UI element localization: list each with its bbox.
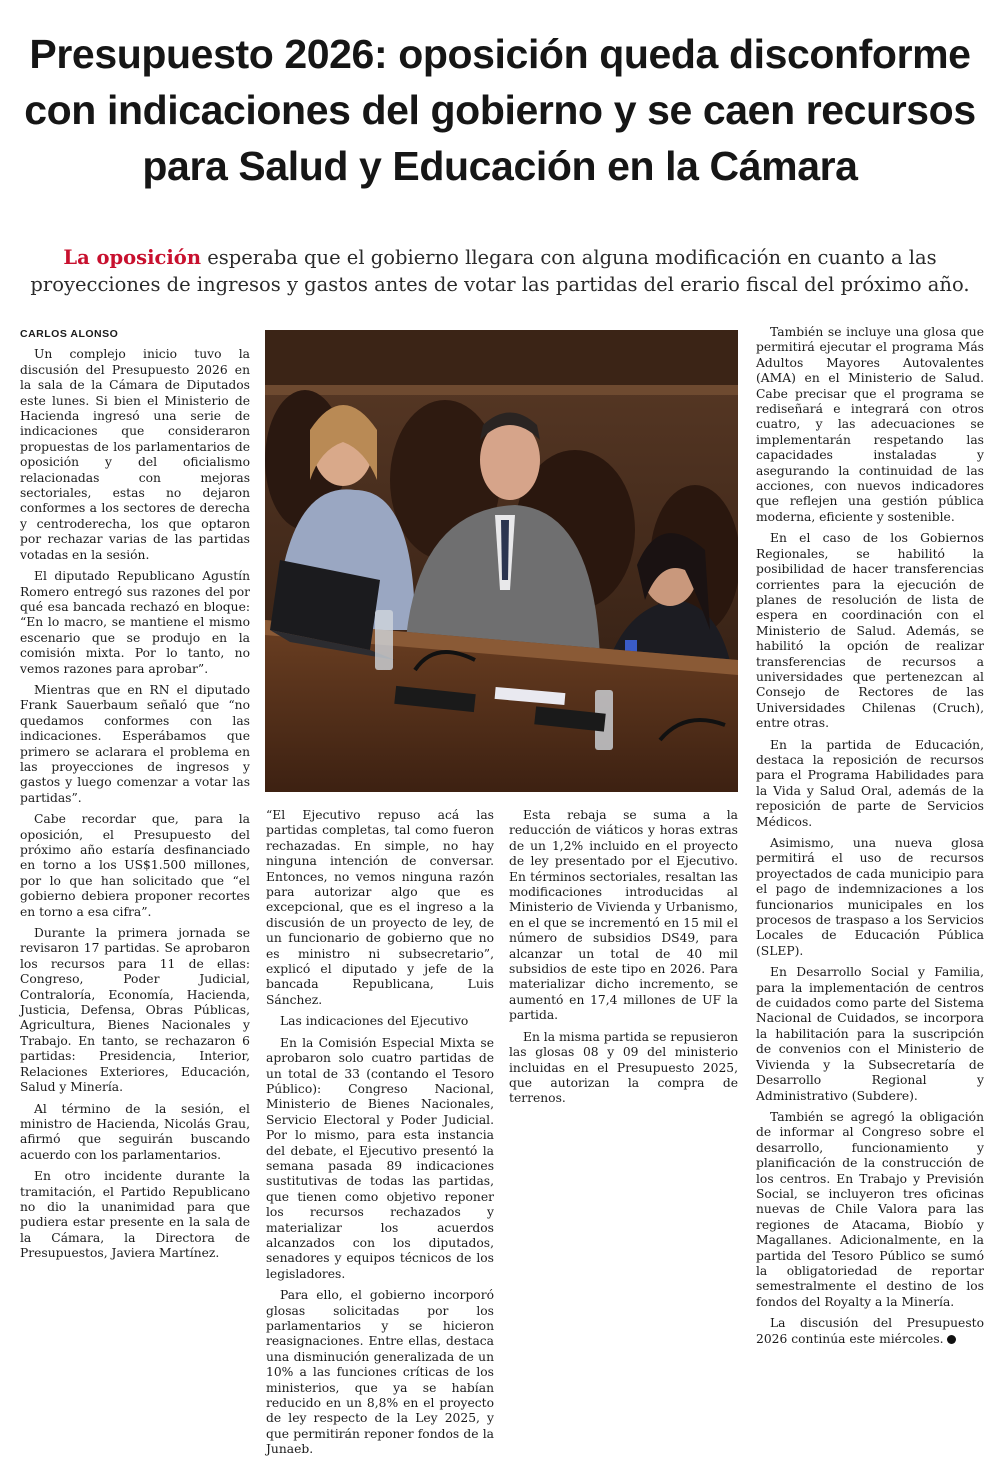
paragraph: Cabe recordar que, para la oposición, el Presupuesto del próximo año estaría desfinanciado en torno a los US$1.500 millones, por lo que han solicitado que “el gobierno debiera proponer recortes en torno a esa cifra”. [20,812,250,919]
closing-text: La discusión del Presupuesto 2026 continúa este miércoles. [756,1316,984,1346]
article-column-2 [266,808,494,1464]
lead-paragraph [20,244,980,298]
paragraph: Durante la primera jornada se revisaron 17 partidas. Se aprobaron los recursos para 11 de ellas: Congreso, Poder Judicial, Contraloría, Economía, Hacienda, Justicia, Defensa, Obras Públicas, Agricultura, Bienes Nacionales y Trabajo. En tanto, se rechazaron 6 partidas: Presidencia, Interior, Relaciones Exteriores, Educación, Salud y Minería. [20,926,250,1095]
paragraph: En la partida de Educación, destaca la reposición de recursos para el Programa Habilidades para la Vida y Salud Oral, además de la reposición de parte de Servicios Médicos. [756,737,984,829]
lead-highlight: La oposición [63,246,201,269]
paragraph: También se incluye una glosa que permitirá ejecutar el programa Más Adultos Mayores Autovalentes (AMA) en el Ministerio de Salud. Cabe precisar que el programa se rediseñará e integrará con otros cuatro, y las adecuaciones se implementarán respetando las capacidades instaladas y asegurando la continuidad de las acciones, con nuevos indicadores que reflejen una gestión pública moderna, eficiente y sostenible. [756,325,984,524]
end-mark-icon [947,1335,956,1344]
article-column-4 [756,325,984,1353]
paragraph: En la misma partida se repusieron las glosas 08 y 09 del ministerio incluidas en el Presupuesto 2025, que autorizan la compra de terrenos. [509,1029,739,1106]
paragraph: En la Comisión Especial Mixta se aprobaron solo cuatro partidas de un total de 33 (contando el Tesoro Público): Congreso Nacional, Ministerio de Bienes Nacionales, Servicio Electoral y Poder Judicial. Por lo mismo, para esta instancia del debate, el Ejecutivo presentó la semana pasada 89 indicaciones sustitutivas de todas las partidas, que tienen como objetivo reponer los recursos rechazados y materializar los acuerdos alcanzados con los diputados, senadores y equipos técnicos de los legisladores. [266,1035,494,1281]
paragraph: El diputado Republicano Agustín Romero entregó sus razones del por qué esa bancada rechazó en bloque: “En lo macro, se mantiene el mismo escenario que se produjo en la comisión mixta. Por lo tanto, no vemos razones para aprobar”. [20,569,250,676]
paragraph: También se agregó la obligación de informar al Congreso sobre el desarrollo, funcionamiento y planificación de la construcción de los centros. En Trabajo y Previsión Social, se incluyeron tres oficinas nuevas de Chile Valora para las regiones de Atacama, Biobío y Magallanes. Adicionalmente, en la partida del Tesoro Público se sumó la obligatoriedad de reportar semestralmente el destino de los fondos del Royalty a la Minería. [756,1109,984,1309]
photo-of-officials-in-chamber-icon [265,330,738,792]
article-column-3 [509,808,738,1113]
article-photo [265,330,738,792]
subheading: Las indicaciones del Ejecutivo [280,1014,469,1029]
paragraph: Para ello, el gobierno incorporó glosas solicitadas por los parlamentarios y se hicieron reasignaciones. Entre ellas, destaca una disminución generalizada de un 10% a las funciones críticas de los ministerios, que ya se habían reducido en un 8,8% en el proyecto de ley respecto de la Ley 2025, y que permitirán reponer fondos de la Junaeb. [266,1288,494,1457]
paragraph: En otro incidente durante la tramitación, el Partido Republicano no dio la unanimidad para que pudiera estar presente en la sala de la Cámara, la Directora de Presupuestos, Javiera Martínez. [20,1169,250,1261]
paragraph: Al término de la sesión, el ministro de Hacienda, Nicolás Grau, afirmó que seguirán buscando acuerdo con los parlamentarios. [20,1101,250,1162]
paragraph: “El Ejecutivo repuso acá las partidas completas, tal como fueron rechazadas. En simple, no hay ninguna intención de conversar. Entonces, no vemos ninguna razón para autorizar algo que es excepcional, que es el ingreso a la discusión de un proyecto de ley, de un funcionario de gobierno que no es ministro ni subsecretario”, explicó el diputado y jefe de la bancada Republicana, Luis Sánchez. [266,808,494,1007]
paragraph: En Desarrollo Social y Familia, para la implementación de centros de cuidados como parte del Sistema Nacional de Cuidados, se incorpora la habilitación para la suscripción de convenios con el Ministerio de Vivienda y la Subsecretaría de Desarrollo Regional y Administrativo (Subdere). [756,965,984,1103]
closing-paragraph [756,1316,984,1347]
paragraph: Asimismo, una nueva glosa permitirá el uso de recursos proyectados de cada municipio para el pago de indemnizaciones a los funcionarios municipales en los procesos de traspaso a los Servicios Locales de Educación Pública (SLEP). [756,836,984,958]
headline: Presupuesto 2026: oposición queda disconforme con indicaciones del gobierno y se caen recursos para Salud y Educación en la Cámara [24,31,976,189]
paragraph: Mientras que en RN el diputado Frank Sauerbaum señaló que “no quedamos conformes con las indicaciones. Esperábamos que primero se aclarara el problema en las proyecciones de ingresos y gastos y luego comenzar a votar las partidas”. [20,682,250,805]
byline: CARLOS ALONSO [20,328,119,340]
paragraph: Un complejo inicio tuvo la discusión del Presupuesto 2026 en la sala de la Cámara de Diputados este lunes. Si bien el Ministerio de Hacienda ingresó una serie de indicaciones que consideraron propuestas de los parlamentarios de oposición y del oficialismo relacionadas con mejoras sectoriales, estas no dejaron conformes a los sectores de derecha y centroderecha, los que optaron por rechazar varias de las partidas votadas en la sesión. [20,347,250,562]
paragraph: Esta rebaja se suma a la reducción de viáticos y horas extras de un 1,2% incluido en el proyecto de ley presentado por el Ejecutivo. En términos sectoriales, resaltan las modificaciones introducidas al Ministerio de Vivienda y Urbanismo, en el que se incrementó en 15 mil el número de subsidios DS49, para alcanzar un total de 40 mil subsidios de este tipo en 2026. Para materializar dicho incremento, se aumentó en 17,4 millones de UF la partida. [509,808,738,1023]
paragraph: En el caso de los Gobiernos Regionales, se habilitó la posibilidad de hacer transferencias corrientes para la ejecución de planes de resolución de lista de espera en coordinación con el Ministerio de Salud. Además, se habilitó la opción de realizar transferencias de recursos a universidades que pertenezcan al Consejo de Rectores de las Universidades Chilenas (Cruch), entre otras. [756,531,984,731]
article-column-1 [20,327,250,1268]
lead-text: esperaba que el gobierno llegara con alguna modificación en cuanto a las proyecciones de ingresos y gastos antes de votar las partidas del erario fiscal del próximo año. [30,246,970,296]
